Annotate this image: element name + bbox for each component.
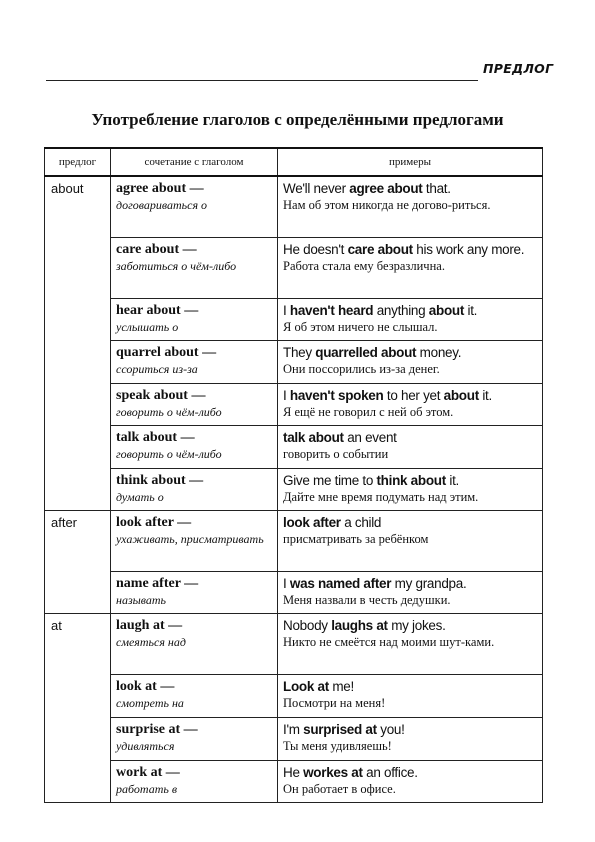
page-title: Употребление глаголов с определёнными предлогами	[91, 110, 504, 129]
example-russian: присматривать за ребёнком	[283, 531, 429, 546]
example-text: you!	[376, 721, 405, 737]
example-russian: Нам об этом никогда не догово-риться.	[283, 198, 491, 212]
example-cell	[278, 176, 543, 237]
verb-phrase: hear about —	[116, 302, 199, 318]
example-cell	[278, 613, 543, 674]
example-english	[283, 387, 539, 404]
verb-translation: называть	[116, 592, 167, 607]
example-cell	[278, 340, 543, 383]
verb-combination-cell	[111, 468, 278, 510]
verb-combination-cell	[111, 571, 278, 613]
verb-combination-cell	[111, 613, 278, 674]
verb-combination-cell	[111, 176, 278, 237]
example-cell	[278, 298, 543, 340]
example-english	[283, 302, 539, 319]
verb-translation: смеяться над	[116, 634, 186, 649]
example-highlight: look after	[283, 514, 341, 530]
example-highlight: about	[443, 387, 479, 403]
verb-phrase: speak about —	[116, 387, 206, 403]
table-row	[45, 717, 543, 760]
verb-combination-cell	[111, 237, 278, 298]
example-cell	[278, 237, 543, 298]
verb-phrase: look at —	[116, 678, 175, 694]
example-english	[283, 241, 539, 258]
example-highlight: care about	[347, 241, 413, 257]
example-highlight: haven't heard	[289, 302, 374, 318]
verb-translation: удивляться	[116, 738, 175, 753]
example-english	[283, 344, 539, 361]
table-row	[45, 613, 543, 674]
column-header-examples: примеры	[278, 148, 543, 176]
verb-translation: работать в	[116, 781, 178, 796]
example-english	[283, 429, 539, 446]
table-body	[45, 176, 543, 802]
example-text: money.	[416, 344, 462, 360]
example-text: a child	[340, 514, 382, 530]
example-text: anything	[373, 302, 429, 318]
example-text: my grandpa.	[391, 575, 467, 591]
table-row	[45, 176, 543, 237]
table-row	[45, 468, 543, 510]
column-header-preposition: предлог	[45, 148, 111, 176]
example-text: it.	[445, 472, 459, 488]
example-highlight: quarrelled about	[315, 344, 417, 360]
example-russian: Меня назвали в честь дедушки.	[283, 592, 451, 607]
example-highlight: talk about	[283, 429, 344, 445]
example-text: his work any more.	[412, 241, 525, 257]
example-russian: говорить о событии	[283, 446, 389, 461]
example-highlight: agree about	[349, 181, 423, 196]
example-russian: Я ещё не говорил с ней об этом.	[283, 404, 454, 419]
prepositions-table	[44, 147, 543, 803]
example-text: I	[283, 387, 290, 403]
example-text: it.	[464, 302, 478, 318]
verb-combination-cell	[111, 760, 278, 802]
table-row	[45, 760, 543, 802]
example-cell	[278, 425, 543, 468]
verb-combination-cell	[111, 383, 278, 425]
verb-phrase: agree about —	[116, 181, 204, 196]
example-text: Give me time to	[283, 472, 377, 488]
example-english	[283, 472, 539, 489]
example-highlight: workes at	[303, 764, 363, 780]
example-text: me!	[328, 678, 354, 694]
example-text: We'll never	[283, 181, 350, 196]
example-text: I	[283, 575, 290, 591]
example-highlight: was named after	[289, 575, 392, 591]
example-english	[283, 514, 539, 531]
example-highlight: about	[428, 302, 465, 318]
example-highlight: think about	[376, 472, 446, 488]
verb-combination-cell	[111, 425, 278, 468]
table-row	[45, 383, 543, 425]
column-header-verb-combination: сочетание с глаголом	[111, 148, 278, 176]
verb-phrase: work at —	[116, 764, 180, 780]
header-rule	[46, 80, 478, 81]
example-text: I	[283, 302, 290, 318]
example-russian: Посмотри на меня!	[283, 695, 386, 710]
verb-translation: говорить о чём-либо	[116, 404, 222, 419]
verb-combination-cell	[111, 717, 278, 760]
example-text: that.	[422, 181, 451, 196]
example-cell	[278, 571, 543, 613]
example-russian: Ты меня удивляешь!	[283, 738, 392, 753]
example-text: Nobody	[283, 617, 332, 633]
example-text: to her yet	[383, 387, 444, 403]
preposition-cell: at	[45, 613, 111, 802]
example-text: it.	[478, 387, 492, 403]
verb-phrase: think about —	[116, 472, 204, 488]
example-english	[283, 721, 539, 738]
example-cell	[278, 510, 543, 571]
example-russian: Я об этом ничего не слышал.	[283, 319, 438, 334]
example-russian: Он работает в офисе.	[283, 781, 396, 796]
verb-translation: услышать о	[116, 319, 179, 334]
verb-translation: ссориться из-за	[116, 361, 198, 376]
example-english	[283, 180, 539, 197]
table-row	[45, 425, 543, 468]
example-english	[283, 575, 539, 592]
example-cell	[278, 383, 543, 425]
example-highlight: Look at	[283, 678, 329, 694]
verb-translation: смотреть на	[116, 695, 184, 710]
example-english	[283, 764, 539, 781]
preposition-cell: after	[45, 510, 111, 613]
verb-phrase: quarrel about —	[116, 344, 217, 360]
verb-translation: говорить о чём-либо	[116, 446, 222, 461]
example-russian: Они поссорились из-за денег.	[283, 361, 440, 376]
verb-translation: договариваться о	[116, 198, 208, 212]
verb-phrase: name after —	[116, 575, 199, 591]
example-cell	[278, 760, 543, 802]
verb-translation: заботиться о чём-либо	[116, 258, 237, 273]
example-text: an office.	[362, 764, 418, 780]
section-label: ПРЕДЛОГ	[483, 61, 554, 76]
verb-combination-cell	[111, 510, 278, 571]
example-highlight: haven't spoken	[289, 387, 384, 403]
example-russian: Дайте мне время подумать над этим.	[283, 489, 479, 504]
preposition-cell: about	[45, 176, 111, 510]
table-row	[45, 510, 543, 571]
verb-phrase: look after —	[116, 514, 192, 530]
example-highlight: laughs at	[331, 617, 388, 633]
example-text: an event	[343, 429, 397, 445]
example-text: He doesn't	[283, 241, 348, 257]
table-row	[45, 237, 543, 298]
verb-combination-cell	[111, 298, 278, 340]
example-cell	[278, 468, 543, 510]
example-russian: Никто не смеётся над моими шут-ками.	[283, 634, 495, 649]
table-header-row	[45, 148, 543, 176]
table-row	[45, 674, 543, 717]
verb-phrase: care about —	[116, 241, 197, 257]
verb-combination-cell	[111, 340, 278, 383]
example-text: They	[283, 344, 316, 360]
verb-translation: думать о	[116, 489, 164, 504]
verb-phrase: talk about —	[116, 429, 195, 445]
example-cell	[278, 674, 543, 717]
example-text: my jokes.	[387, 617, 446, 633]
example-russian: Работа стала ему безразлична.	[283, 258, 445, 273]
table-row	[45, 298, 543, 340]
verb-combination-cell	[111, 674, 278, 717]
verb-translation: ухаживать, присматривать	[116, 531, 264, 546]
example-text: He	[283, 764, 304, 780]
example-english	[283, 678, 539, 695]
table-row	[45, 340, 543, 383]
table-row	[45, 571, 543, 613]
verb-phrase: laugh at —	[116, 617, 183, 633]
example-text: I'm	[283, 721, 304, 737]
example-cell	[278, 717, 543, 760]
example-english	[283, 617, 539, 634]
example-highlight: surprised at	[303, 721, 377, 737]
verb-phrase: surprise at —	[116, 721, 198, 737]
